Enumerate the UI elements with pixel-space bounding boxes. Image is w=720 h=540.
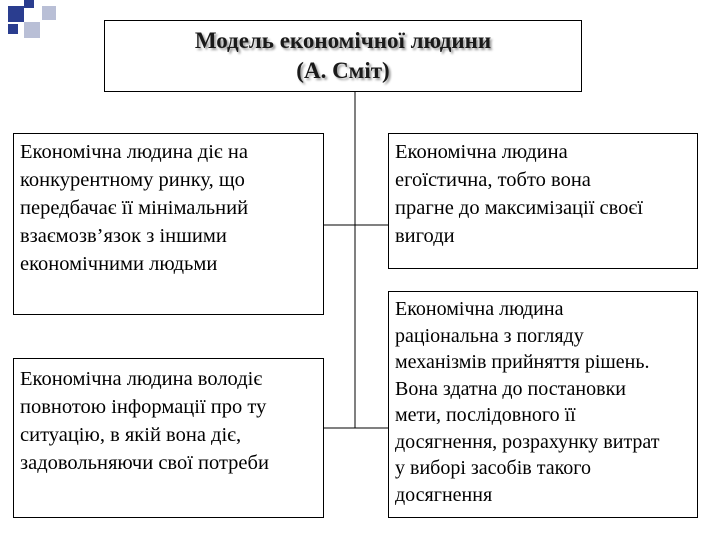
box-competitive-market: Економічна людина діє на конкурентному ринку, що передбачає її мінімальний взаємозв’язок з іншими економічними людьми xyxy=(13,133,324,315)
diagram-subtitle: (А. Сміт) xyxy=(296,58,390,83)
box-full-information: Економічна людина володіє повнотою інформації про ту ситуацію, в якій вона діє, задовольняючи свої потреби xyxy=(13,358,324,518)
diagram-title-box xyxy=(104,20,582,92)
diagram-title: Модель економічної людини xyxy=(194,28,492,53)
box-rational: Економічна людина раціональна з погляду механізмів прийняття рішень. Вона здатна до постановки мети, послідовного її досягнення, розрахунку витрат у виборі засобів такого досягнення xyxy=(388,291,698,518)
box-egoistic: Економічна людина егоїстична, тобто вона прагне до максимізації своєї вигоди xyxy=(388,133,698,269)
